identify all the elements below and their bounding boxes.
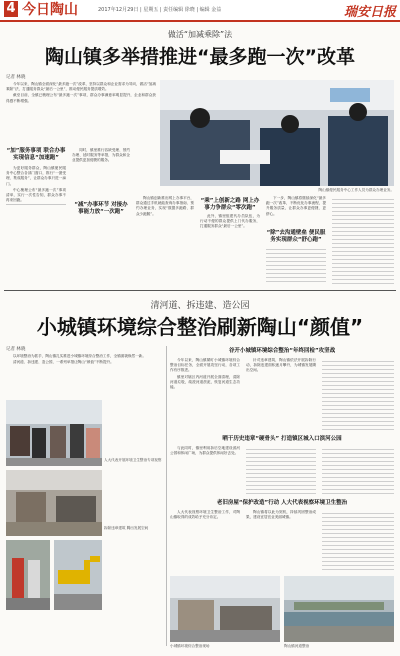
story2-headline: 小城镇环境综合整治刷新陶山“颜值” (36, 315, 364, 339)
story2-subtitle-2: 晒干历史违章“硬骨头” 打造镇区城入口滨河公园 (222, 436, 342, 442)
story1-lead-paragraph: 今年以来，陶山镇全面深化“最多跑一次”改革，坚持以群众和企业需求为导向，做活“加减乘除”法，打通服务群众“最后一公里”，推动便民服务提质增效。 (6, 82, 156, 92)
text-column-lines (246, 446, 316, 496)
story1-byline: 记者 林晓 (6, 75, 26, 80)
story2-column-3 (322, 358, 394, 430)
section-name: 今日陶山 (22, 2, 78, 18)
story1-kicker: 做活“加减乘除”法 (167, 30, 233, 39)
story2-byline: 记者 林晓 (6, 347, 26, 352)
story2-body-paragraph: 镇里对辖区内河道开展全面清理，清除河道垃圾，疏浚河道淤泥，恢复河道生态功能。 (170, 374, 240, 390)
story1-body-paragraph: 为更好服务群众，陶山镇便民服务中心整合各部门窗口，推行“一窗受理、集成服务”，让群众办事只进一扇门。 (6, 166, 66, 186)
story1-photo-caption: 陶山镇便民服务中心工作人员为群众办理业务。 (318, 188, 394, 192)
text-column-lines (266, 246, 326, 284)
story2-photo-5-caption: 小城镇环境综合整治现场 (170, 644, 210, 648)
story2-photo-4 (54, 540, 102, 610)
story1-subtitle-3: “乘”上创新之路 网上办事力争群众“零次跑” (200, 198, 260, 211)
story2-photo-3 (6, 540, 50, 610)
story2-body-paragraph: 陶山镇将以此为契机，持续巩固整治成果，建设宜居宜业美丽城镇。 (246, 510, 316, 520)
story2-lead-paragraph: 清河道、拆违建、造公园，一系列举措让陶山“颜值”不断提升。 (13, 360, 114, 365)
masthead (0, 0, 400, 22)
story1-body-paragraph: 中心梳理公布“最多跑一次”事项清单，实行一次性告知，群众办事不再来回跑。 (6, 187, 66, 203)
story-divider (4, 290, 396, 291)
filler (6, 204, 66, 205)
story2-column-2 (246, 358, 316, 430)
story1-subtitle-1: “加”服务事项 联合办事实现信息“加速跑” (6, 148, 66, 161)
story1-body-paragraph: 陶山镇创新推出网上办事平台，群众通过手机就能查询办事指南、预约办理业务，实现“数据多跑路、群众少跑腿”。 (136, 196, 194, 216)
story2-lead (6, 354, 164, 398)
story1-photo (160, 80, 394, 186)
story2-kicker: 清河道、拆违建、造公园 (150, 301, 250, 311)
text-column-lines (322, 358, 394, 430)
story1-column-5 (266, 196, 326, 228)
story1-lead (6, 82, 156, 142)
story1-subtitle-4: “除”去沟通壁垒 便民服务实现群众“舒心跑” (266, 230, 326, 243)
story2-column-8 (246, 510, 316, 570)
story2-photo-1-caption: 人大代表开展环境卫生整治专项视察 (104, 458, 162, 462)
story1-body-paragraph: 下一步，陶山镇将继续深化“最多跑一次”改革，不断优化办事流程，提升服务质量，让群众办事更便捷、更舒心。 (266, 196, 326, 216)
text-column-lines (322, 510, 394, 570)
text-column-lines (322, 446, 394, 496)
story1-column-1 (6, 166, 66, 284)
story2-body-paragraph: 人大代表视察环境卫生整治工作，对陶山镇取得的成效给予充分肯定。 (170, 510, 240, 520)
story2-photo-5 (170, 576, 280, 642)
text-column-lines (332, 196, 394, 284)
story2-subtitle-1: 谷开小城镇环境综合整治“年终回检”攻坚战 (228, 348, 336, 354)
story2-column-7 (170, 510, 240, 570)
story2-column-1 (170, 358, 240, 430)
story2-subtitle-3: 老旧房屋“保护改造”行动 人大代表视察环境卫生整治 (216, 500, 348, 506)
story2-photo-1 (6, 400, 102, 466)
story1-body-paragraph: 同时，镇里推行容缺受理、预约办理、延时服务等举措，为群众和企业提供更加便捷的服务。 (72, 148, 130, 163)
story1-lead-paragraph: 截至目前，全镇已梳理公布“最多跑一次”事项，群众办事满意率明显提升，企业和群众获得感不断增强。 (6, 93, 156, 103)
page-number: 4 (4, 1, 18, 17)
story2-column-9 (322, 510, 394, 570)
story2-body-paragraph: 针对违章建筑，陶山镇依法开展拆除行动，拆除违建面积逐月攀升，为城镇发展腾出空间。 (246, 358, 316, 373)
story2-photo-6 (284, 576, 394, 642)
story2-column-5 (246, 446, 316, 496)
story1-subtitle-2: “减”办事环节 对接办事能力放“一次跑” (74, 202, 128, 215)
story1-column-5b (266, 246, 326, 284)
story1-body-paragraph: 此外，镇里组建代办员队伍，为行动不便的群众提供上门代办服务，打通服务群众“最后一公里”。 (200, 214, 260, 229)
story2-photo-6-caption: 陶山镇河道整治 (284, 644, 310, 648)
story1-column-4 (200, 214, 260, 284)
story2-photo-2-caption: 拆除违章建筑 腾出发展空间 (104, 526, 149, 530)
story2-column-4 (170, 446, 240, 496)
story2-lead-paragraph: 以环境整治为抓手，陶山镇扎实推进小城镇环境综合整治工作，全镇面貌焕然一新。 (13, 354, 146, 358)
newspaper-brand: 瑞安日报 (343, 5, 396, 20)
story1-column-6 (332, 196, 394, 284)
story1-headline: 陶山镇多举措推进“最多跑一次”改革 (45, 46, 355, 68)
story2-photo-2 (6, 470, 102, 536)
story2-body-paragraph: 今年以来，陶山镇紧盯小城镇环境综合整治目标任务，全面开展攻坚行动，各项工作有序推进。 (170, 358, 240, 373)
date-line: 2017年12月29日 | 星期五 | 责任编辑 徐晓 | 编辑 金益 (98, 7, 222, 13)
story2-body-paragraph: 与此同时，镇里利用拆后空地建设滨河公园和休闲广场，为群众提供休闲好去处。 (170, 446, 240, 456)
story2-column-6 (322, 446, 394, 496)
story1-column-3 (136, 196, 194, 284)
story1-column-2 (72, 148, 130, 284)
column-rule (166, 346, 167, 646)
